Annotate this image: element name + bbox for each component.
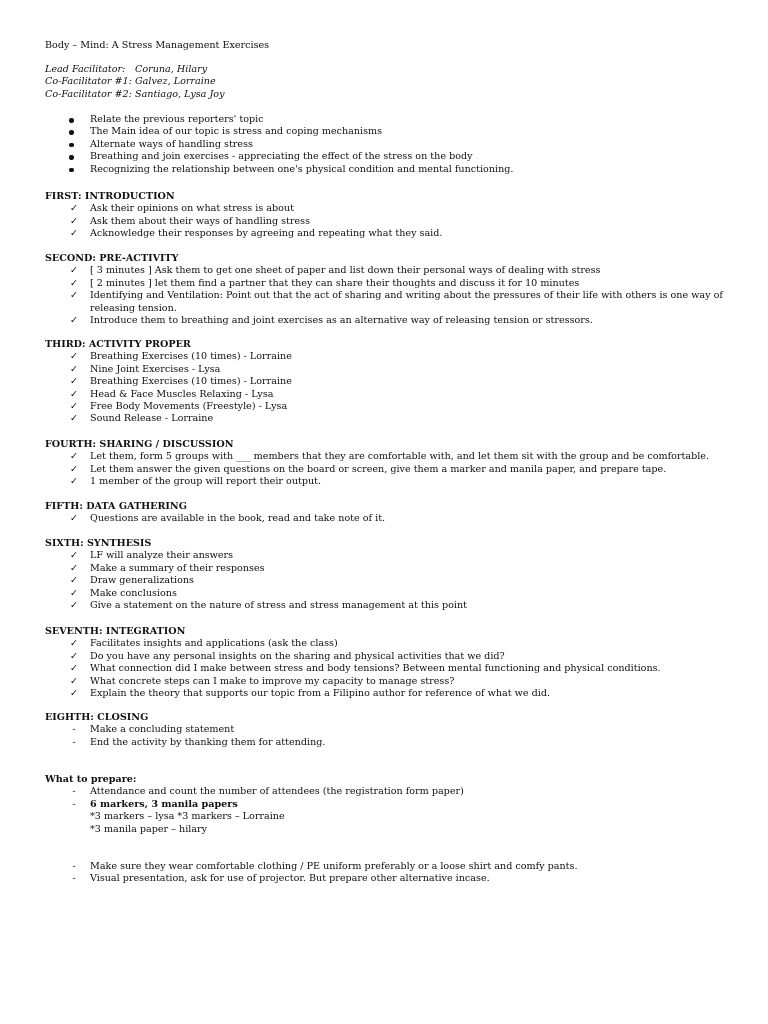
facilitator-row [45,76,225,88]
section-introduction [45,191,725,241]
checkmark-icon: ✓ [69,675,79,687]
section-heading: FIRST: INTRODUCTION [45,191,175,202]
item-text: End the activity by thanking them for attending. [90,736,326,748]
list-item [45,663,725,675]
list-item [45,151,725,163]
checkmark-icon: ✓ [69,513,79,525]
section-heading: What to prepare: [45,774,137,785]
section-synthesis [45,538,725,612]
list-item [45,861,725,873]
item-text: Introduce them to breathing and joint exercises as an alternative way of releasing tension or stressors. [90,315,593,327]
item-text: Let them answer the given questions on the board or screen, give them a marker and manila paper, and prepare tape. [90,463,667,475]
facilitator-row [45,64,225,76]
checkmark-icon: ✓ [69,600,79,612]
section-sharing-discussion [45,439,725,489]
item-text: The Main idea of our topic is stress and coping mechanisms [90,126,383,138]
assignment-line: *3 markers – lysa *3 markers – Lorraine [90,811,285,823]
list-item [45,351,725,363]
item-text: Relate the previous reporters' topic [90,114,264,125]
item-text: Make a summary of their responses [90,562,265,574]
document-title: Body – Mind: A Stress Management Exercises [45,40,270,51]
item-text: Ask their opinions on what stress is about [90,203,294,215]
list-item [45,164,725,176]
checkmark-icon: ✓ [69,663,79,675]
checkmark-icon: ✓ [69,587,79,599]
list-item [45,786,725,798]
checklist [45,550,725,612]
checklist [45,351,725,425]
list-item [45,588,725,600]
item-text: Breathing and join exercises - appreciating the effect of the stress on the body [90,151,473,163]
dash-icon: - [72,786,76,798]
list-item [45,476,725,488]
section-heading: THIRD: ACTIVITY PROPER [45,339,191,350]
item-text: Breathing Exercises (10 times) - Lorraine [90,376,292,388]
list-item [45,290,725,315]
section-what-to-prepare-more [45,861,725,886]
dash-icon: - [72,873,76,885]
list-item [45,563,725,575]
item-text: Recognizing the relationship between one's physical condition and mental functioning. [90,163,514,175]
list-item [45,364,725,376]
dash-list [45,724,725,749]
item-text: Explain the theory that supports our topic from a Filipino author for reference of what we did. [90,688,551,700]
list-item [45,228,725,240]
checkmark-icon: ✓ [69,562,79,574]
objectives-block [45,114,725,176]
checkmark-icon: ✓ [69,363,79,375]
facilitator-row [45,89,225,101]
dash-icon: - [72,861,76,872]
section-integration [45,626,725,700]
list-item [45,799,725,811]
dash-list [45,786,725,811]
list-item [45,600,725,612]
list-item [45,638,725,650]
checkmark-icon: ✓ [69,351,79,363]
checkmark-icon: ✓ [69,265,79,277]
list-item [45,413,725,425]
item-text: What concrete steps can I make to improve my capacity to manage stress? [90,675,455,687]
item-text: Make conclusions [90,587,177,599]
bullet-icon [69,155,74,160]
item-text: 6 markers, 3 manila papers [90,798,238,810]
list-item [45,203,725,215]
dash-icon: - [72,724,76,736]
checkmark-icon: ✓ [69,550,79,562]
item-text: LF will analyze their answers [90,550,234,562]
facilitator-name: Coruna, Hilary [135,64,208,75]
list-item [45,575,725,587]
checklist [45,638,725,700]
bullet-icon [69,130,74,135]
list-item [45,216,725,228]
checklist [45,265,725,327]
item-text: [ 3 minutes ] Ask them to get one sheet of paper and list down their personal ways of dealing with stress [90,265,601,277]
list-item [45,724,725,736]
item-text: Do you have any personal insights on the sharing and physical activities that we did? [90,650,505,662]
section-heading: SIXTH: SYNTHESIS [45,538,152,549]
checkmark-icon: ✓ [69,476,79,488]
list-item [45,513,725,525]
checkmark-icon: ✓ [69,290,79,302]
item-text: Identifying and Ventilation: Point out that the act of sharing and writing about the pressures of their life with others is one way of releasing tension. [90,290,723,314]
checkmark-icon: ✓ [69,215,79,227]
item-text: Alternate ways of handling stress [90,138,253,150]
item-text: Questions are available in the book, read and take note of it. [90,513,386,525]
item-text: Draw generalizations [90,575,194,587]
bullet-icon [69,168,74,173]
checkmark-icon: ✓ [69,388,79,400]
list-item [45,315,725,327]
checkmark-icon: ✓ [69,315,79,327]
checkmark-icon: ✓ [69,401,79,413]
list-item [45,139,725,151]
facilitator-role: Lead Facilitator: [45,64,126,75]
list-item [45,265,725,277]
list-item [45,688,725,700]
item-text: 1 member of the group will report their output. [90,476,322,488]
objectives-list [45,114,725,176]
list-item [45,114,725,126]
item-text: Acknowledge their responses by agreeing and repeating what they said. [90,228,443,240]
section-closing [45,712,725,749]
facilitator-name: Galvez, Lorraine [135,76,216,88]
checkmark-icon: ✓ [69,228,79,240]
list-item [45,873,725,885]
section-data-gathering [45,501,725,526]
section-pre-activity [45,253,725,327]
checkmark-icon: ✓ [69,575,79,587]
list-item [45,464,725,476]
item-text: Visual presentation, ask for use of projector. But prepare other alternative incase. [90,873,490,885]
item-text: Let them, form 5 groups with ___ members that they are comfortable with, and let them sit with the group and be comfortable. [90,451,710,463]
list-item [45,278,725,290]
item-text: Head & Face Muscles Relaxing - Lysa [90,388,274,400]
item-text: Ask them about their ways of handling stress [90,215,311,227]
checkmark-icon: ✓ [69,376,79,388]
facilitator-role: Co-Facilitator #2: [45,88,132,100]
item-text: [ 2 minutes ] let them find a partner that they can share their thoughts and discuss it for 10 minutes [90,277,580,289]
section-heading: SEVENTH: INTEGRATION [45,626,186,637]
list-item [45,376,725,388]
checkmark-icon: ✓ [69,413,79,425]
section-heading: SECOND: PRE-ACTIVITY [45,253,179,264]
checklist [45,451,725,488]
checkmark-icon: ✓ [69,203,79,215]
bullet-icon [69,143,74,148]
checkmark-icon: ✓ [69,277,79,289]
dash-icon: - [72,736,76,748]
item-text: Free Body Movements (Freestyle) - Lysa [90,401,288,413]
dash-list [45,861,725,886]
facilitator-name: Santiago, Lysa Joy [135,88,225,100]
list-item [45,550,725,562]
item-text: Facilitates insights and applications (ask the class) [90,638,338,650]
checkmark-icon: ✓ [69,451,79,463]
checkmark-icon: ✓ [69,463,79,475]
list-item [45,651,725,663]
section-heading: FOURTH: SHARING / DISCUSSION [45,439,234,450]
checkmark-icon: ✓ [69,688,79,700]
item-text: Nine Joint Exercises - Lysa [90,363,221,375]
section-what-to-prepare [45,774,725,836]
assignment-line: *3 manila paper – hilary [90,823,208,835]
list-item [45,126,725,138]
list-item [45,401,725,413]
item-text: Make a concluding statement [90,724,235,736]
item-text: What connection did I make between stress and body tensions? Between mental functioning and physical conditions. [90,663,661,675]
checklist [45,203,725,240]
checkmark-icon: ✓ [69,638,79,650]
section-heading: EIGHTH: CLOSING [45,712,149,723]
list-item [45,389,725,401]
facilitators-list [45,64,225,101]
item-text: Sound Release - Lorraine [90,413,214,425]
section-activity-proper [45,339,725,426]
checklist [45,513,725,525]
item-text: Give a statement on the nature of stress and stress management at this point [90,600,468,612]
list-item [45,451,725,463]
item-text: Make sure they wear comfortable clothing / PE uniform preferably or a loose shirt and comfy pants. [90,861,578,872]
checkmark-icon: ✓ [69,650,79,662]
list-item [45,676,725,688]
facilitator-role: Co-Facilitator #1: [45,76,132,88]
dash-icon: - [72,798,76,810]
bullet-icon [69,118,74,123]
item-text: Attendance and count the number of attendees (the registration form paper) [90,786,464,798]
list-item [45,737,725,749]
section-heading: FIFTH: DATA GATHERING [45,501,187,512]
item-text: Breathing Exercises (10 times) - Lorraine [90,351,292,363]
